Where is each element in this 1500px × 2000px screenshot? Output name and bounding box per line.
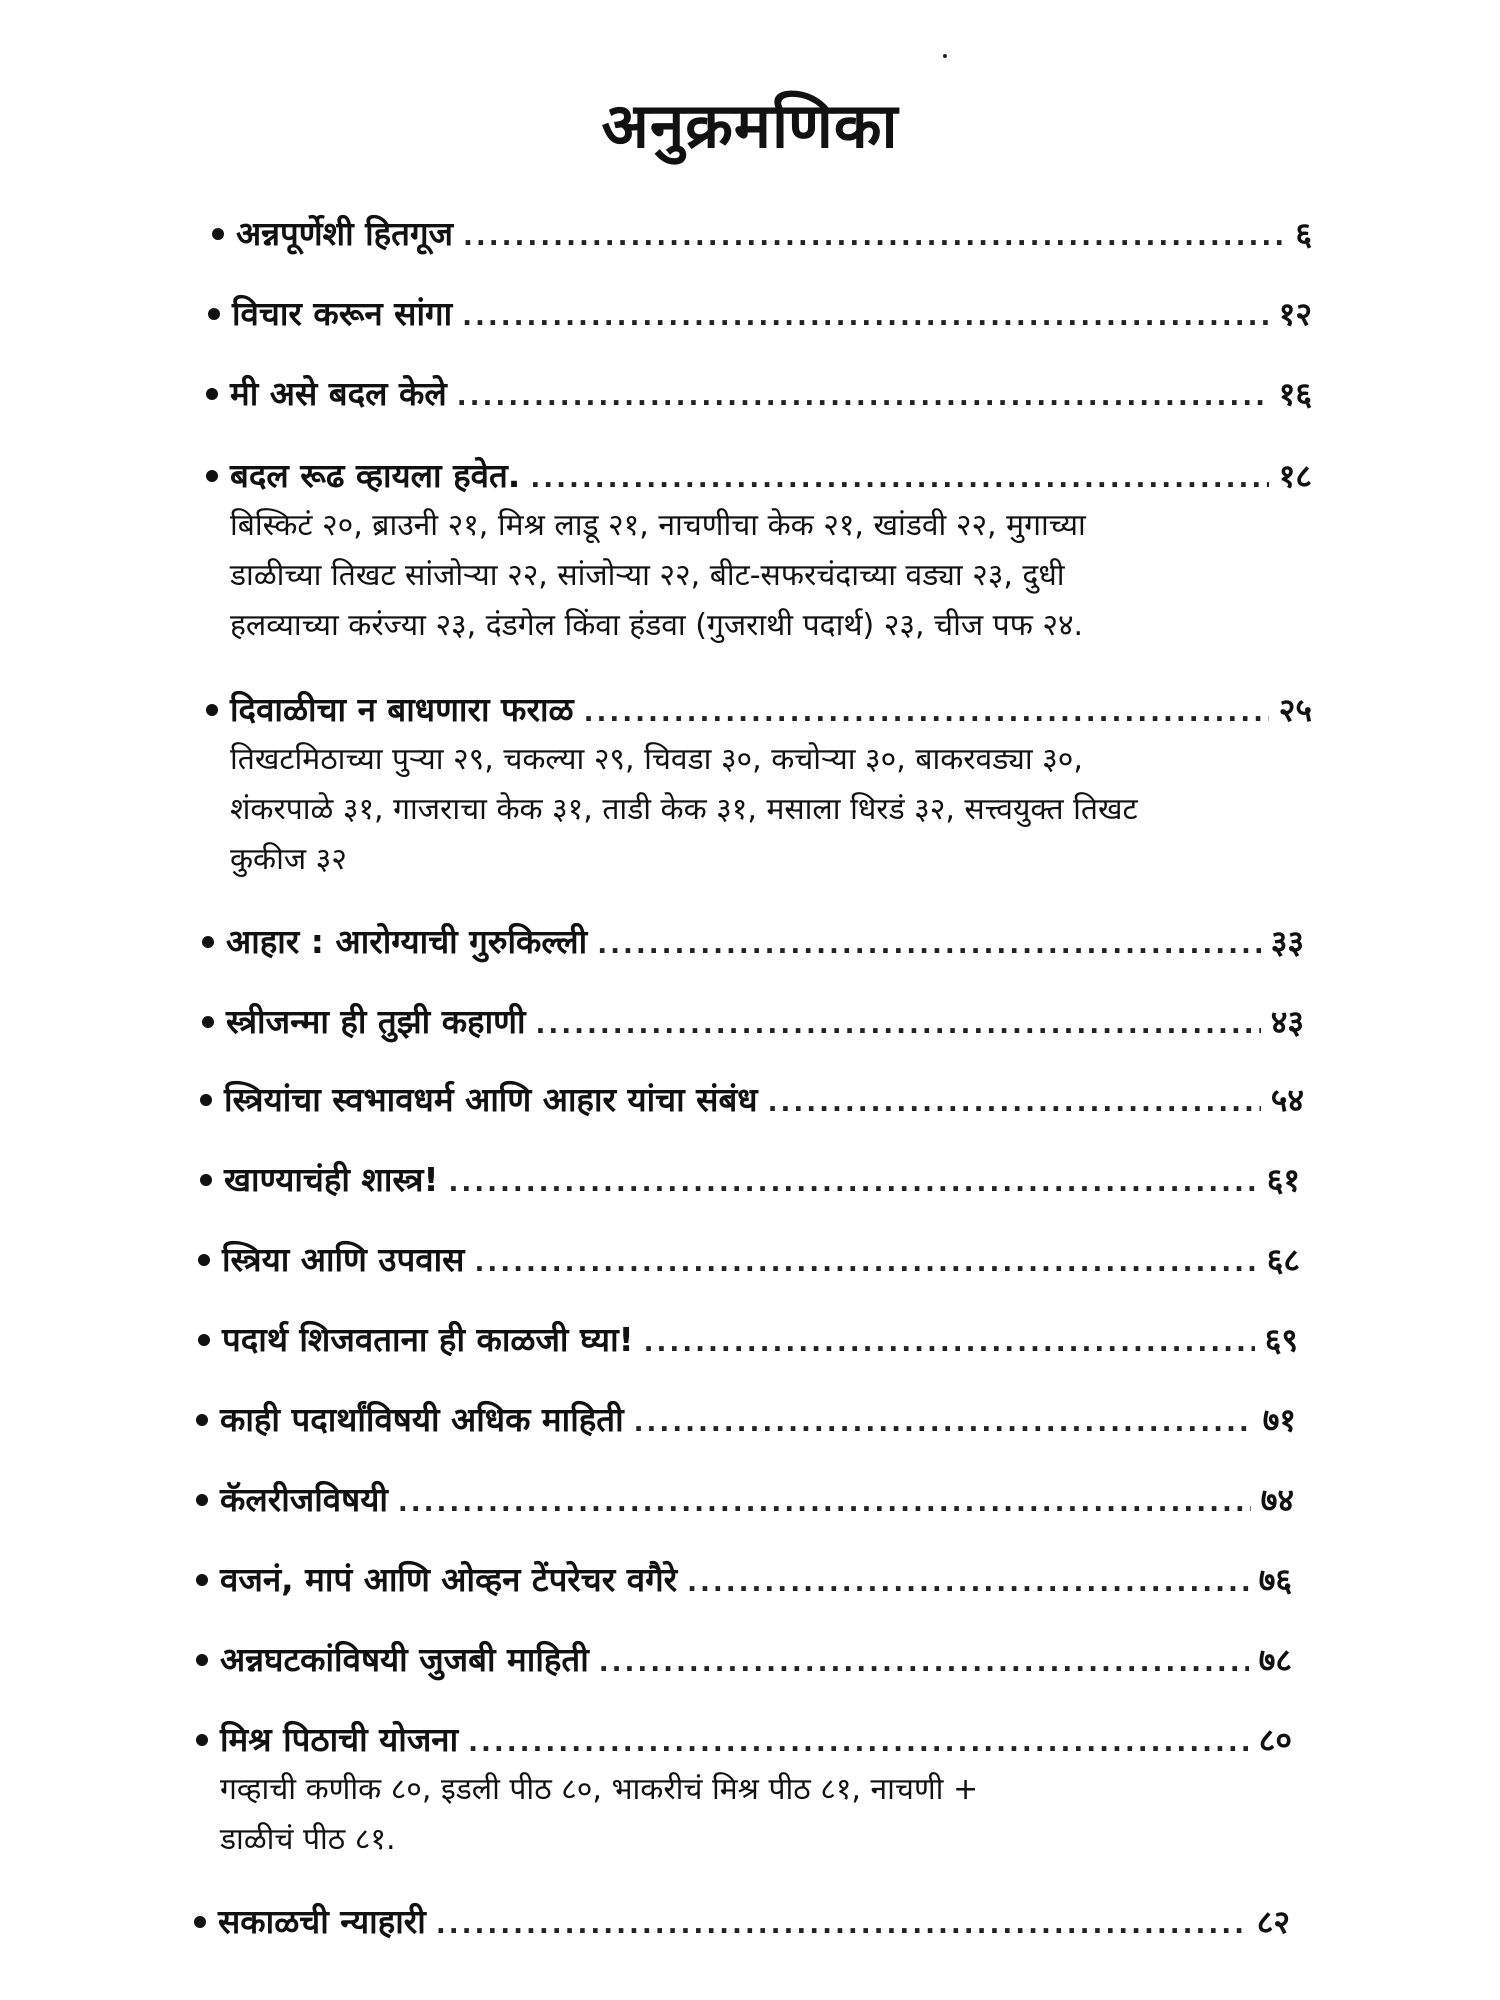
toc-entry [206, 370, 1312, 418]
toc-heading: सकाळची न्याहारी [218, 1902, 426, 1941]
dot-leader [474, 1248, 1256, 1278]
toc-entry [208, 290, 1312, 338]
dot-leader [530, 464, 1268, 494]
page-number: ७१ [1262, 1401, 1296, 1439]
toc-heading: दिवाळीचा न बाधणारा फराळ [230, 690, 574, 729]
page-number: ६८ [1266, 1241, 1300, 1279]
page-number: २५ [1278, 691, 1312, 729]
toc-heading: काही पदार्थांविषयी अधिक माहिती [220, 1400, 624, 1439]
toc-heading-row [196, 1476, 1294, 1524]
dot-leader [457, 382, 1269, 412]
bullet-icon [198, 1334, 210, 1346]
dot-leader [584, 698, 1269, 728]
page-number: ६९ [1264, 1321, 1298, 1359]
toc-heading-row [200, 1076, 1304, 1124]
dot-leader [687, 1568, 1249, 1598]
toc-heading: विचार करून सांगा [232, 294, 453, 333]
toc-heading: मिश्र पिठाची योजना [220, 1720, 459, 1759]
page-number: ८० [1258, 1721, 1292, 1759]
page-number: १८ [1278, 457, 1312, 495]
toc-heading-row [198, 1316, 1298, 1364]
toc-subentry-line: डाळीच्या तिखट सांजोऱ्या २२, सांजोऱ्या २२, बीट-सफरचंदाच्या वड्या २३, दुधी [230, 558, 1065, 593]
toc-heading: स्त्रिया आणि उपवास [222, 1240, 465, 1279]
toc-heading-row [198, 1236, 1300, 1284]
bullet-icon [212, 228, 224, 240]
page-number: ६ [1295, 215, 1312, 253]
dot-leader [644, 1328, 1255, 1358]
toc-subentry-line: तिखटमिठाच्या पुऱ्या २९, चकल्या २९, चिवडा ३०, कचोऱ्या ३०, बाकरवड्या ३०, [230, 742, 1083, 777]
toc-subentry-line: शंकरपाळे ३१, गाजराचा केक ३१, ताडी केक ३१, मसाला धिरडं ३२, सत्त्वयुक्त तिखट [230, 792, 1138, 827]
bullet-icon [196, 1654, 208, 1666]
toc-entry [196, 1476, 1294, 1524]
bullet-icon [198, 1254, 210, 1266]
bullet-icon [196, 1734, 208, 1746]
bullet-icon [206, 470, 218, 482]
toc-heading: आहार : आरोग्याची गुरुकिल्ली [226, 922, 588, 961]
bullet-icon [196, 1414, 208, 1426]
toc-heading-row [196, 1556, 1292, 1604]
dot-leader [599, 1648, 1249, 1678]
dot-leader [398, 1488, 1251, 1518]
page-title: अनुक्रमणिका [601, 89, 899, 162]
dot-leader [463, 222, 1285, 252]
toc-heading-row [196, 1636, 1292, 1684]
toc-subentry-line: बिस्किटं २०, ब्राउनी २१, मिश्र लाडू २१, नाचणीचा केक २१, खांडवी २२, मुगाच्या [230, 508, 1086, 543]
toc-entry [200, 1076, 1304, 1124]
page-number: ५४ [1270, 1081, 1304, 1119]
bullet-icon [194, 1916, 206, 1928]
toc-heading: मी असे बदल केले [230, 374, 447, 413]
bullet-icon [206, 704, 218, 716]
toc-entry [206, 452, 1312, 650]
dot-leader [436, 1910, 1247, 1940]
page-number: ६१ [1266, 1161, 1300, 1199]
dot-leader [468, 1728, 1249, 1758]
toc-heading-row [202, 918, 1304, 966]
toc-heading: बदल रूढ व्हायला हवेत. [230, 456, 521, 495]
toc-entry [196, 1636, 1292, 1684]
dot-leader [634, 1408, 1253, 1438]
toc-heading: स्त्रीजन्मा ही तुझी कहाणी [226, 1002, 526, 1041]
toc-subentry-line: हलव्याच्या करंज्या २३, दंडगेल किंवा हंडवा (गुजराथी पदार्थ) २३, चीज पफ २४. [230, 608, 1084, 643]
bullet-icon [196, 1494, 208, 1506]
toc-heading-row [206, 370, 1312, 418]
bullet-icon [200, 1094, 212, 1106]
toc-entry [196, 1556, 1292, 1604]
toc-heading-row [196, 1716, 1292, 1764]
toc-entry [202, 998, 1304, 1046]
toc-heading-row [202, 998, 1304, 1046]
bullet-icon [200, 1174, 212, 1186]
toc-heading: अन्नघटकांविषयी जुजबी माहिती [220, 1640, 589, 1679]
toc-heading: स्त्रियांचा स्वभावधर्म आणि आहार यांचा संबंध [224, 1080, 758, 1119]
bullet-icon [206, 388, 218, 400]
page-number: ३३ [1270, 923, 1304, 961]
toc-entry [198, 1316, 1298, 1364]
page-number: ८२ [1256, 1903, 1290, 1941]
toc-subentry-line: डाळीचं पीठ ८१. [220, 1822, 396, 1857]
toc-entry [196, 1716, 1292, 1864]
toc-heading-row [208, 290, 1312, 338]
toc-heading-row [196, 1396, 1296, 1444]
toc-entry [206, 686, 1312, 884]
toc-entry [196, 1396, 1296, 1444]
toc-heading-row [206, 686, 1312, 734]
dot-leader [768, 1088, 1261, 1118]
bullet-icon [196, 1574, 208, 1586]
toc-heading-row [200, 1156, 1300, 1204]
dot-leader [536, 1010, 1261, 1040]
toc-heading: वजनं, मापं आणि ओव्हन टेंपरेचर वगैरे [220, 1560, 678, 1599]
toc-heading: खाण्याचंही शास्त्र! [224, 1160, 439, 1199]
toc-entry [202, 918, 1304, 966]
toc-heading-row [206, 452, 1312, 500]
toc-entry [194, 1898, 1290, 1946]
toc-entry [198, 1236, 1300, 1284]
toc-entry [200, 1156, 1300, 1204]
toc-heading-row [212, 210, 1312, 258]
dot-leader [462, 302, 1269, 332]
page-number: १२ [1278, 295, 1312, 333]
page-number: ७८ [1258, 1641, 1292, 1679]
page-number: १६ [1278, 375, 1312, 413]
toc-subentry-line: कुकीज ३२ [230, 842, 347, 877]
toc-heading: पदार्थ शिजवताना ही काळजी घ्या! [222, 1320, 634, 1359]
page-number: ७६ [1258, 1561, 1292, 1599]
page-number: ७४ [1260, 1481, 1294, 1519]
bullet-icon [208, 308, 220, 320]
toc-heading: कॅलरीजविषयी [220, 1480, 388, 1519]
dot-leader [449, 1168, 1257, 1198]
page-number: ४३ [1270, 1003, 1304, 1041]
dot-leader [597, 930, 1261, 960]
toc-entry [212, 210, 1312, 258]
bullet-icon [202, 1016, 214, 1028]
bullet-icon [202, 936, 214, 948]
toc-heading-row [194, 1898, 1290, 1946]
toc-heading: अन्नपूर्णेशी हितगूज [236, 214, 454, 253]
toc-subentry-line: गव्हाची कणीक ८०, इडली पीठ ८०, भाकरीचं मिश्र पीठ ८१, नाचणी + [220, 1772, 979, 1807]
